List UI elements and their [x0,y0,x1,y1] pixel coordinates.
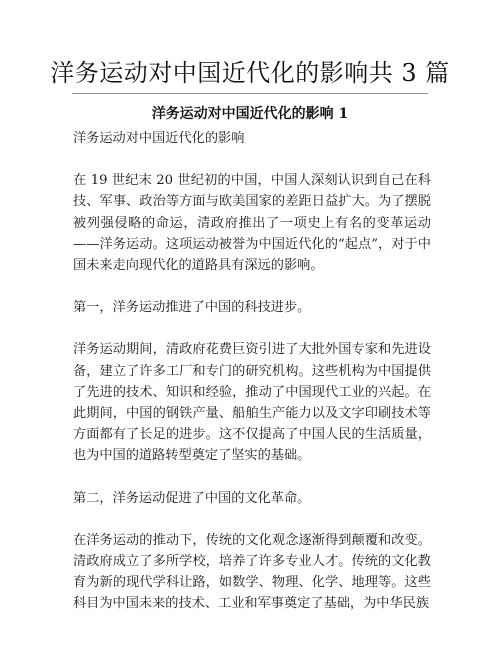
paragraph-point-one: 第一，洋务运动推进了中国的科技进步。 [73,300,311,316]
document-body [73,128,431,636]
paragraph-intro: 在 19 世纪末 20 世纪初的中国，中国人深刻认识到自己在科技、军事、政治等方面与欧美国家的差距日益扩大。为了摆脱被列强侵略的命运，清政府推出了一项史上有名的变革运动——洋务运动。这项运动被誉为中国近代化的“起点”，对于中国未来走向现代化的道路具有深远的影响。 [73,173,431,274]
paragraph-culture: 在洋务运动的推动下，传统的文化观念逐渐得到颠覆和改变。清政府成立了多所学校，培养了许多专业人才。传统的文化教育为新的现代学科让路，如数学、物理、化学、地理等。这些科目为中国未来的技术、工业和军事奠定了基础，为中华民族 [73,532,431,612]
title-divider [72,93,428,94]
paragraph-point-two: 第二，洋务运动促进了中国的文化革命。 [73,490,311,506]
document-title: 洋务运动对中国近代化的影响共 3 篇 [50,59,450,87]
paragraph-subject: 洋务运动对中国近代化的影响 [73,131,245,146]
paragraph-technology: 洋务运动期间，清政府花费巨资引进了大批外国专家和先进设备，建立了许多工厂和专门的研究机构。这些机构为中国提供了先进的技术、知识和经验，推动了中国现代工业的兴起。在此期间，中国的钢铁产量、船舶生产能力以及文字印刷技术等方面都有了长足的进步。这不仅提高了中国人民的生活质量，也为中国的道路转型奠定了坚实的基础。 [73,342,431,464]
section-title: 洋务运动对中国近代化的影响 1 [151,106,349,122]
